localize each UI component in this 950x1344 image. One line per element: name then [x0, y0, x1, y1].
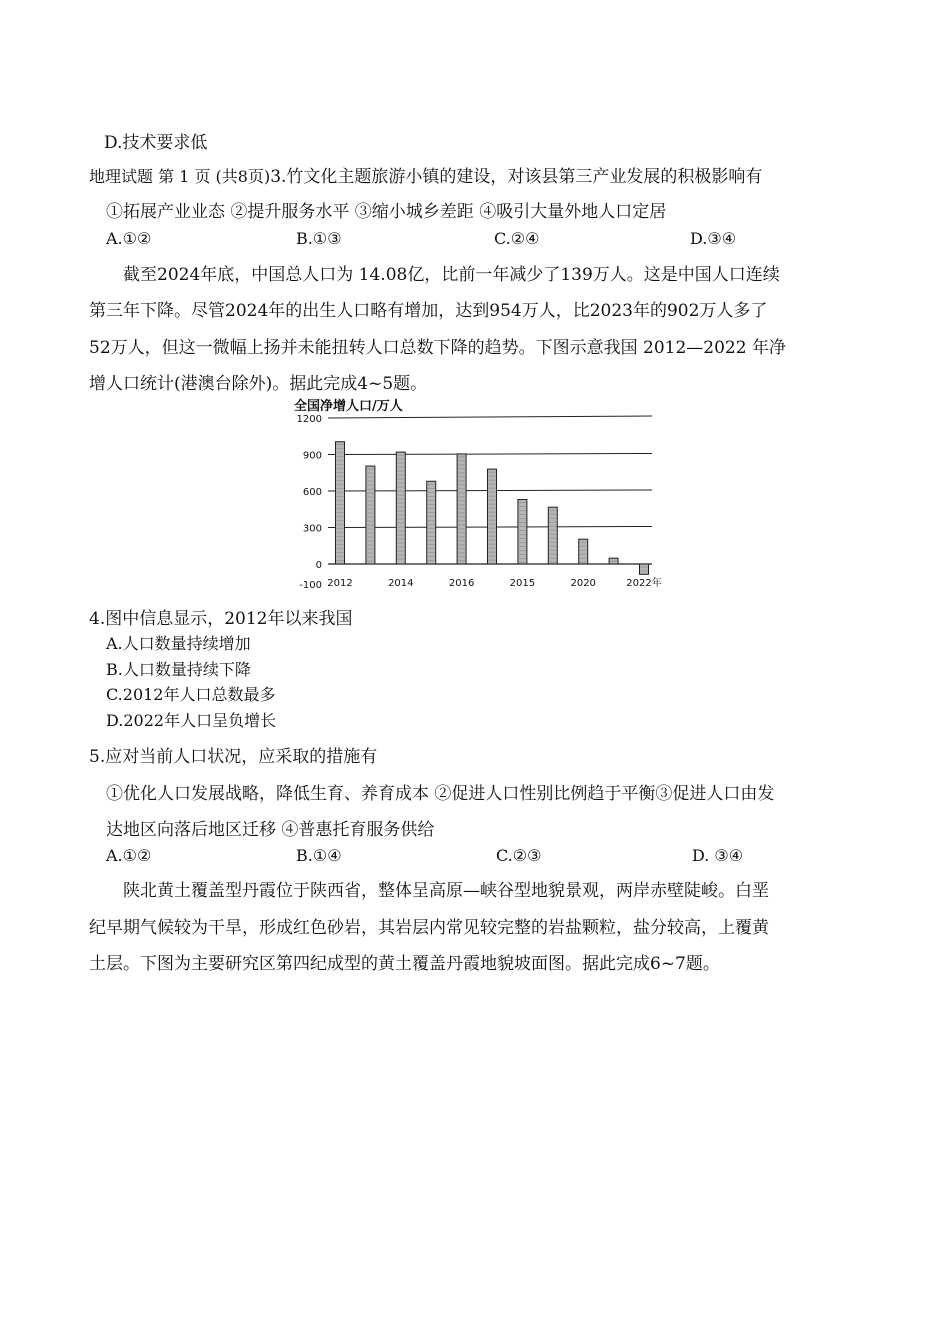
question-3-items: ①拓展产业业态 ②提升服务水平 ③缩小城乡差距 ④吸引大量外地人口定居: [106, 202, 667, 222]
x-tick-label: 2016: [448, 578, 475, 589]
bar-2020: [579, 539, 588, 564]
bar-2019: [548, 507, 557, 564]
q4-option-b: B.人口数量持续下降: [106, 660, 251, 679]
q4-option-c: C.2012年人口总数最多: [106, 685, 276, 704]
question-5-items-line-2: 达地区向落后地区迁移 ④普惠托育服务供给: [106, 820, 435, 840]
prev-option-d: D.技术要求低: [104, 133, 208, 153]
q4-option-d: D.2022年人口呈负增长: [106, 711, 277, 730]
gridline: [328, 416, 652, 418]
passage-2-line-3: 土层。下图为主要研究区第四纪成型的黄土覆盖丹霞地貌坡面图。据此完成6~7题。: [89, 954, 720, 974]
y-tick-label: 0: [315, 560, 322, 571]
q3-option-b: B.①③: [296, 229, 342, 248]
bar-2012: [336, 442, 345, 564]
x-tick-label: 2020: [570, 578, 596, 589]
question-5-stem: 5.应对当前人口状况，应采取的措施有: [89, 747, 378, 767]
y-axis-ticks: [297, 414, 322, 591]
q4-option-a: A.人口数量持续增加: [106, 634, 251, 653]
x-axis-ticks: [327, 576, 661, 589]
chart-bars: [336, 442, 649, 575]
net-population-bar-chart: [288, 396, 662, 592]
y-tick-label: 1200: [296, 414, 322, 425]
gridline: [328, 454, 652, 455]
bar-2022: [640, 564, 649, 574]
q5-option-a: A.①②: [106, 846, 152, 865]
passage-2-line-2: 纪早期气候较为干旱，形成红色砂岩，其岩层内常见较完整的岩盐颗粒，盐分较高，上覆黄: [89, 918, 769, 938]
passage-1-line-1: 截至2024年底，中国总人口为 14.08亿，比前一年减少了139万人。这是中国人口连续: [123, 265, 780, 285]
q5-option-b: B.①④: [296, 846, 342, 865]
passage-1-line-2: 第三年下降。尽管2024年的出生人口略有增加，达到954万人，比2023年的902万人多了: [89, 301, 768, 321]
x-tick-label: 2012: [327, 578, 353, 589]
x-tick-label: 2014: [388, 578, 414, 589]
passage-2-line-1: 陕北黄土覆盖型丹霞位于陕西省，整体呈高原—峡谷型地貌景观，两岸赤壁陡峻。白垩: [123, 881, 769, 901]
y-tick-label: 300: [302, 523, 322, 535]
question-3-line: [89, 166, 762, 188]
chart-title: 全国净增人口/万人: [294, 399, 403, 414]
q3-option-d: D.③④: [690, 229, 737, 248]
bar-2015: [427, 481, 436, 564]
question-4-stem: 4.图中信息显示，2012年以来我国: [89, 609, 353, 629]
x-tick-label: 2022年: [626, 578, 662, 589]
q5-option-d: D. ③④: [692, 846, 744, 865]
bar-2017: [488, 469, 497, 564]
passage-1-line-4: 增人口统计(港澳台除外)。据此完成4~5题。: [89, 374, 428, 394]
question-5-items-line-1: ①优化人口发展战略，降低生育、养育成本 ②促进人口性别比例趋于平衡③促进人口由发: [106, 784, 775, 804]
question-3-stem: 3.竹文化主题旅游小镇的建设，对该县第三产业发展的积极影响有: [270, 167, 763, 187]
page-footer: 地理试题 第 1 页 (共8页): [89, 167, 271, 186]
x-tick-label: 2015: [509, 578, 536, 589]
y-tick-label: 900: [302, 450, 322, 462]
q5-option-c: C.②③: [496, 846, 542, 865]
y-tick-label: 600: [302, 487, 322, 498]
passage-1-line-3: 52万人，但这一微幅上扬并未能扭转人口总数下降的趋势。下图示意我国 2012—2022 年净: [89, 338, 786, 358]
q3-option-a: A.①②: [106, 229, 152, 248]
y-tick-label: -100: [299, 580, 322, 592]
q3-option-c: C.②④: [494, 229, 540, 248]
